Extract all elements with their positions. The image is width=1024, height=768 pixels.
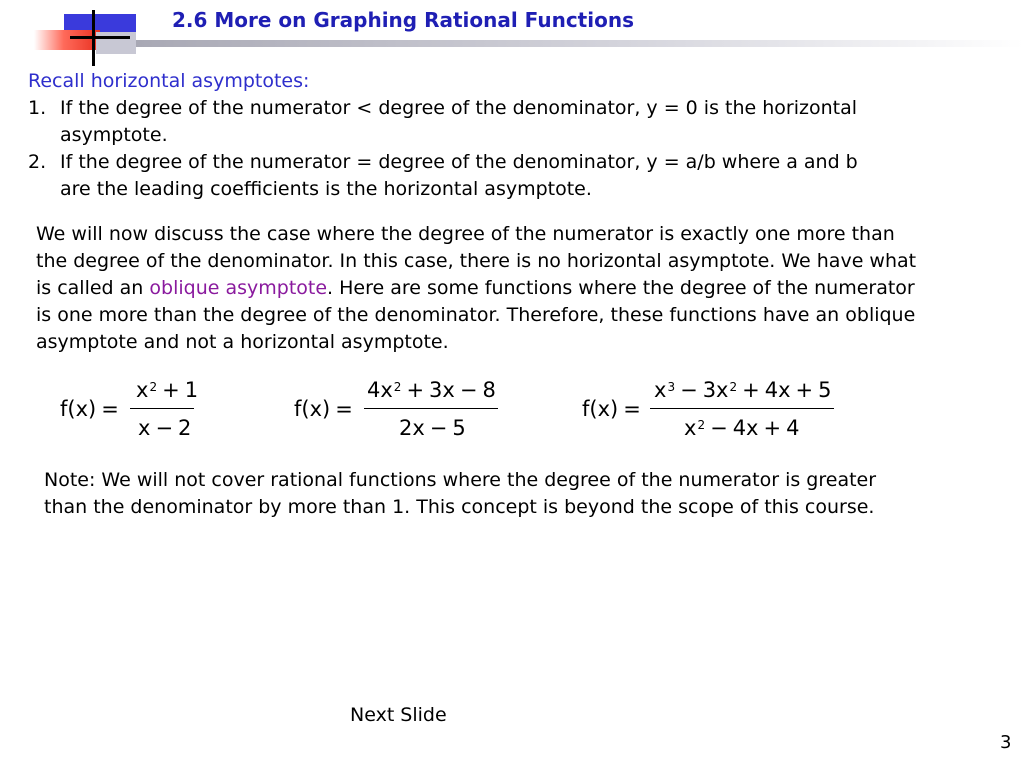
note-line1: Note: We will not cover rational functions where the degree of the numerator is greater	[44, 469, 877, 491]
rule1-number: 1.	[28, 97, 47, 119]
paragraph-line3-after: . Here are some functions where the degree of the numerator	[327, 277, 915, 299]
slide-title: 2.6 More on Graphing Rational Functions	[172, 8, 634, 32]
paragraph-line5: asymptote and not a horizontal asymptote.	[36, 331, 449, 353]
function2-denominator: 2x − 5	[399, 416, 466, 440]
function3-fraction-bar	[650, 408, 834, 409]
function3-lhs: f(x) =	[582, 397, 641, 421]
function3-denominator: $x^2 - 4x + 4$	[684, 416, 800, 440]
paragraph-line3-before: is called an	[36, 277, 150, 299]
page-number: 3	[1000, 732, 1012, 753]
rule1-line1: If the degree of the numerator < degree of the denominator, y = 0 is the horizontal	[60, 97, 857, 119]
function2-numerator: $4x^2 + 3x - 8$	[367, 378, 496, 402]
paragraph-line3	[36, 275, 915, 302]
recall-heading: Recall horizontal asymptotes:	[28, 70, 310, 92]
function1-denominator: x − 2	[138, 416, 192, 440]
logo-red-block	[34, 30, 100, 50]
rule1-line2: asymptote.	[60, 124, 168, 146]
function2-lhs: f(x) =	[294, 397, 353, 421]
rule2-line1: If the degree of the numerator = degree of the denominator, y = a/b where a and b	[60, 151, 858, 173]
note-line2: than the denominator by more than 1. This concept is beyond the scope of this course.	[44, 496, 875, 518]
next-slide-link[interactable]: Next Slide	[350, 704, 447, 726]
rule2-number: 2.	[28, 151, 47, 173]
paragraph-line4: is one more than the degree of the denominator. Therefore, these functions have an oblique	[36, 304, 916, 326]
paragraph-line2: the degree of the denominator. In this case, there is no horizontal asymptote. We have what	[36, 250, 917, 272]
rule2-line2: are the leading coefficients is the horizontal asymptote.	[60, 178, 592, 200]
function1-fraction-bar	[130, 408, 194, 409]
header-rule	[136, 40, 1024, 47]
oblique-asymptote-term: oblique asymptote	[149, 277, 328, 299]
function1-numerator: $x^2 + 1$	[136, 378, 199, 402]
function1-lhs: f(x) =	[60, 397, 119, 421]
paragraph-line1: We will now discuss the case where the degree of the numerator is exactly one more than	[36, 223, 895, 245]
function2-fraction-bar	[364, 408, 498, 409]
logo-horizontal-line	[70, 36, 130, 39]
function3-numerator: $x^3 - 3x^2 + 4x + 5$	[654, 378, 832, 402]
